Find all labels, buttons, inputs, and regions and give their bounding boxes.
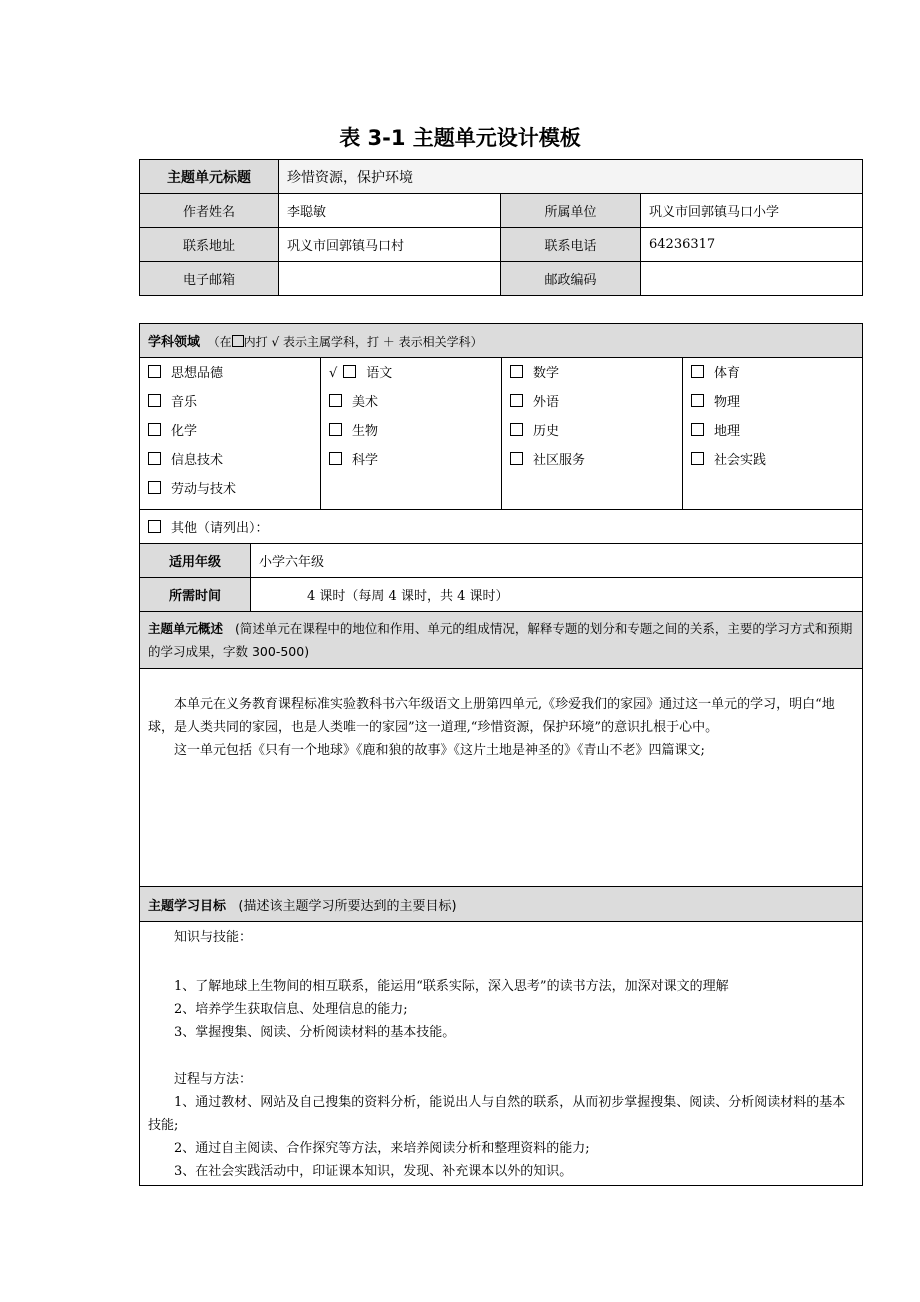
checkbox-icon[interactable] xyxy=(691,365,704,378)
info-table xyxy=(139,159,863,296)
subject-option-label: 生物 xyxy=(352,424,379,439)
checkbox-icon[interactable] xyxy=(329,423,342,436)
subject-option-label: 思想品德 xyxy=(171,366,224,381)
subject-note-suffix: 内打 √ 表示主属学科，打 ＋ 表示相关学科） xyxy=(243,335,483,349)
subject-other-label: 其他（请列出）： xyxy=(171,521,269,536)
subject-other-row xyxy=(140,510,863,544)
subject-options-row xyxy=(140,358,863,510)
subject-header-row xyxy=(140,324,863,358)
process-title: 过程与方法： xyxy=(174,1072,253,1087)
email-label: 电子邮箱 xyxy=(140,262,279,296)
author-label: 作者姓名 xyxy=(140,194,279,228)
author-row xyxy=(140,194,863,228)
time-row xyxy=(140,578,863,612)
subject-option-label: 信息技术 xyxy=(171,453,224,468)
grade-value[interactable]: 小学六年级 xyxy=(251,544,863,578)
unit-value[interactable]: 巩义市回郭镇马口小学 xyxy=(641,194,863,228)
goals-header-row xyxy=(140,887,863,922)
subject-option-label: 物理 xyxy=(714,395,741,410)
checkbox-icon[interactable] xyxy=(148,394,161,407)
overview-note: (简述单元在课程中的地位和作用、单元的组成情况，解释专题的划分和专题之间的关系，主要的学习方式和预期的学习成果，字数 300-500) xyxy=(148,621,853,659)
subject-option-label: 社会实践 xyxy=(714,453,767,468)
page-title: 表 3-1 主题单元设计模板 xyxy=(339,126,581,150)
grade-row xyxy=(140,544,863,578)
grade-label: 适用年级 xyxy=(140,544,251,578)
checkbox-icon[interactable] xyxy=(148,365,161,378)
zip-label: 邮政编码 xyxy=(501,262,641,296)
address-row xyxy=(140,228,863,262)
address-value[interactable]: 巩义市回郭镇马口村 xyxy=(279,228,501,262)
subject-option-label: 科学 xyxy=(352,453,379,468)
subject-option[interactable] xyxy=(148,451,312,480)
checkbox-icon[interactable] xyxy=(148,423,161,436)
checkbox-icon[interactable] xyxy=(148,481,161,494)
topic-row xyxy=(140,160,863,194)
phone-label: 联系电话 xyxy=(501,228,641,262)
subject-option[interactable] xyxy=(329,393,493,422)
subject-column-1 xyxy=(140,358,321,510)
subject-option[interactable] xyxy=(510,364,674,393)
checkbox-icon[interactable] xyxy=(691,452,704,465)
overview-paragraph-1: 本单元在义务教育课程标准实验教科书六年级语文上册第四单元,《珍爱我们的家园》通过这一单元的学习，明白“地球，是人类共同的家园，也是人类唯一的家园”这一道理,“珍惜资源，保护环境”的意识扎根于心中。 xyxy=(148,697,835,735)
time-value[interactable]: 4 课时（每周 4 课时，共 4 课时） xyxy=(251,578,863,612)
checkbox-icon xyxy=(232,335,244,347)
email-value[interactable] xyxy=(279,262,501,296)
phone-value[interactable]: 64236317 xyxy=(641,228,863,262)
checkbox-other[interactable] xyxy=(148,520,161,533)
checkbox-icon[interactable] xyxy=(510,452,523,465)
unit-label: 所属单位 xyxy=(501,194,641,228)
subject-option-label: 地理 xyxy=(714,424,741,439)
checkbox-icon[interactable] xyxy=(691,423,704,436)
subject-option[interactable] xyxy=(148,393,312,422)
process-item-1: 1、通过教材、网站及自己搜集的资料分析，能说出人与自然的联系，从而初步掌握搜集、阅读、分析阅读材料的基本技能; xyxy=(148,1095,846,1133)
checkbox-icon[interactable] xyxy=(329,452,342,465)
topic-label: 主题单元标题 xyxy=(140,160,279,194)
subject-column-3 xyxy=(502,358,683,510)
knowledge-item-3: 3、掌握搜集、阅读、分析阅读材料的基本技能。 xyxy=(174,1025,456,1040)
checkbox-icon[interactable] xyxy=(510,365,523,378)
subject-option-label: 化学 xyxy=(171,424,198,439)
subject-option-label: 历史 xyxy=(533,424,560,439)
subject-option-label: 体育 xyxy=(714,366,741,381)
checkbox-icon[interactable] xyxy=(510,423,523,436)
overview-header-row xyxy=(140,612,863,669)
subject-option[interactable] xyxy=(329,451,493,480)
checkbox-icon[interactable] xyxy=(510,394,523,407)
topic-value[interactable]: 珍惜资源，保护环境 xyxy=(279,160,863,194)
check-mark: √ xyxy=(329,366,338,381)
knowledge-item-1: 1、了解地球上生物间的相互联系，能运用“联系实际，深入思考”的读书方法，加深对课文的理解 xyxy=(174,979,729,994)
subject-option[interactable] xyxy=(510,451,674,480)
subject-option[interactable] xyxy=(691,393,854,422)
subject-option[interactable] xyxy=(691,364,854,393)
subject-option[interactable] xyxy=(691,422,854,451)
subject-option[interactable] xyxy=(148,480,312,509)
email-row xyxy=(140,262,863,296)
subject-option-label: 劳动与技术 xyxy=(171,482,237,497)
subject-label: 学科领域 xyxy=(148,335,201,350)
overview-label: 主题单元概述 xyxy=(148,621,224,636)
subject-option[interactable] xyxy=(510,422,674,451)
subject-option-label: 外语 xyxy=(533,395,560,410)
overview-paragraph-2: 这一单元包括《只有一个地球》《鹿和狼的故事》《这片土地是神圣的》《青山不老》四篇课文; xyxy=(174,743,705,758)
zip-value[interactable] xyxy=(641,262,863,296)
subject-option[interactable] xyxy=(329,422,493,451)
address-label: 联系地址 xyxy=(140,228,279,262)
goals-note: (描述该主题学习所要达到的主要目标) xyxy=(238,898,457,914)
goals-body-row xyxy=(140,922,863,1186)
subject-note-prefix: （在 xyxy=(207,335,232,349)
subject-option[interactable] xyxy=(148,422,312,451)
subject-option[interactable] xyxy=(510,393,674,422)
process-item-2: 2、通过自主阅读、合作探究等方法，来培养阅读分析和整理资料的能力; xyxy=(174,1141,590,1156)
overview-body[interactable] xyxy=(140,669,863,887)
overview-body-row xyxy=(140,669,863,887)
checkbox-icon[interactable] xyxy=(148,452,161,465)
time-label: 所需时间 xyxy=(140,578,251,612)
subject-option-label: 社区服务 xyxy=(533,453,586,468)
design-table xyxy=(139,323,863,1186)
knowledge-item-2: 2、培养学生获取信息、处理信息的能力; xyxy=(174,1002,408,1017)
subject-option-label: 语文 xyxy=(366,366,393,381)
goals-label: 主题学习目标 xyxy=(148,898,227,914)
process-item-3: 3、在社会实践活动中，印证课本知识，发现、补充课本以外的知识。 xyxy=(174,1164,573,1179)
author-value[interactable]: 李聪敏 xyxy=(279,194,501,228)
checkbox-icon[interactable] xyxy=(329,394,342,407)
checkbox-icon[interactable] xyxy=(343,365,356,378)
subject-option-label: 数学 xyxy=(533,366,560,381)
knowledge-title: 知识与技能： xyxy=(174,930,253,945)
goals-body[interactable] xyxy=(140,922,863,1186)
subject-column-4 xyxy=(683,358,863,510)
checkbox-icon[interactable] xyxy=(691,394,704,407)
subject-option-label: 音乐 xyxy=(171,395,198,410)
subject-option-label: 美术 xyxy=(352,395,379,410)
subject-option[interactable] xyxy=(148,364,312,393)
subject-option[interactable] xyxy=(691,451,854,480)
subject-option[interactable] xyxy=(329,364,493,393)
subject-column-2 xyxy=(321,358,502,510)
